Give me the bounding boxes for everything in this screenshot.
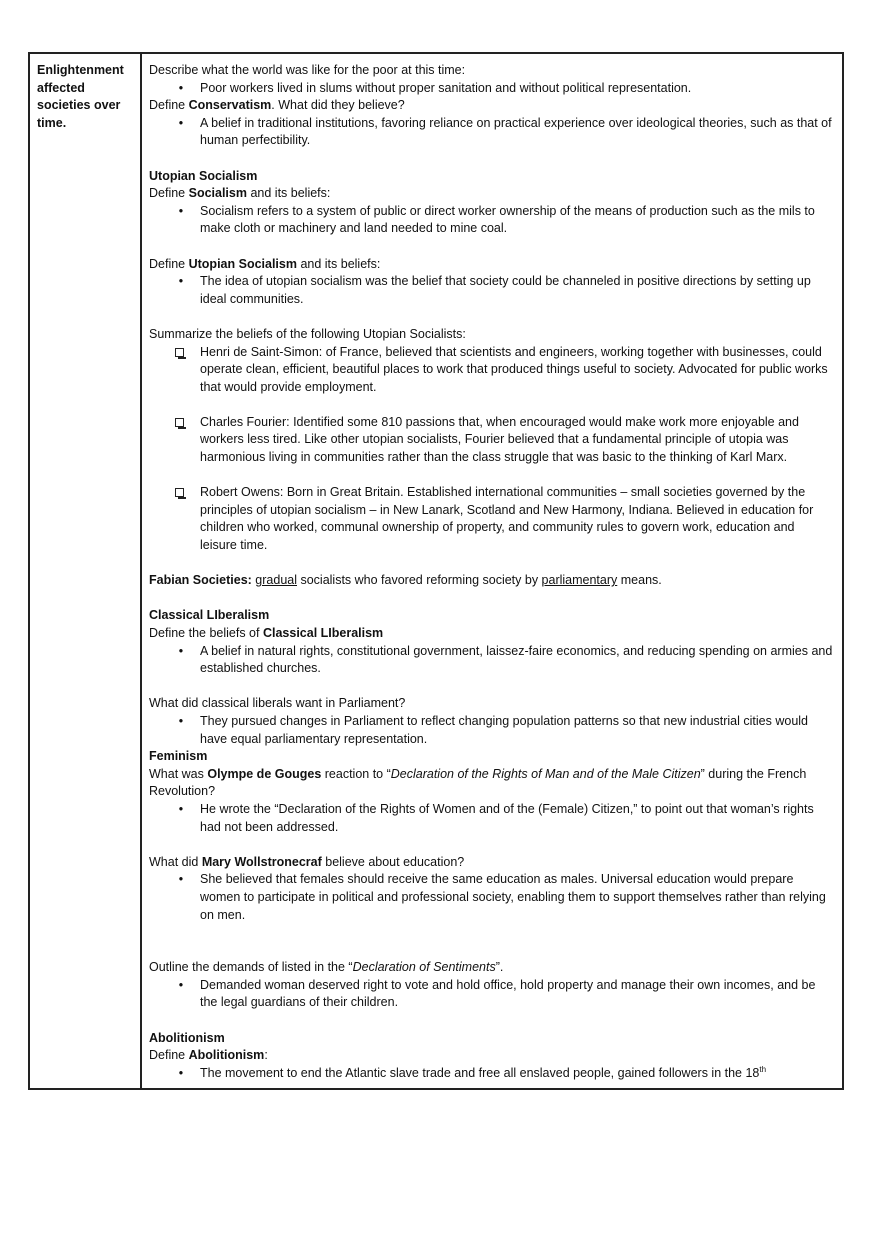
list-item: • Demanded woman deserved right to vote and hold office, hold property and manage their own incomes, and be the legal guardians of their children. [149,977,834,1012]
bullet-icon: • [178,977,184,992]
fabian-line: Fabian Societies: gradual socialists who favored reforming society by parliamentary means. [149,573,662,588]
gouges-question: What was Olympe de Gouges reaction to “Declaration of the Rights of Man and of the Male Citizen” during the French Revolution? [149,766,807,799]
section-heading: Classical LIberalism [149,608,270,623]
section-heading: Feminism [149,749,208,764]
content-cell [142,54,842,1088]
section-heading: Utopian Socialism [149,168,258,183]
bullet-icon: • [178,643,184,658]
checkbox-icon [175,488,184,497]
list-item: • The idea of utopian socialism was the belief that society could be channeled in positive directions by setting up ideal communities. [149,273,834,308]
bullet-icon: • [178,115,184,130]
utopian-question: Define Utopian Socialism and its beliefs: [149,256,381,271]
bullet-icon: • [178,274,184,289]
bullet-icon: • [178,872,184,887]
abolitionism-question: Define Abolitionism: [149,1048,268,1063]
list-item: • A belief in traditional institutions, favoring reliance on practical experience over ideological theories, such as that of human perfectibility. [149,115,834,150]
topic-label: Enlightenment affected societies over time. [37,63,124,130]
checklist-item: Henri de Saint-Simon: of France, believed that scientists and engineers, working together with businesses, could operate clean, efficient, beautiful places to work that produced things useful to society. Advocated for public works that would provide employment. [149,344,834,397]
summarize-question: Summarize the beliefs of the following Utopian Socialists: [149,326,466,341]
classical-question: Define the beliefs of Classical LIberalism [149,626,384,640]
poor-question: Describe what the world was like for the poor at this time: [149,63,466,77]
conservatism-question: Define Conservatism. What did they believe? [149,98,405,113]
topic-cell [30,54,142,1088]
list-item: • They pursued changes in Parliament to reflect changing population patterns so that new industrial cities would have equal parliamentary representation. [149,713,834,748]
checklist-item: Robert Owens: Born in Great Britain. Established international communities – small societies governed by the principles of utopian socialism – in New Lanark, Scotland and New Harmony, Indiana. Believed in education for children who worked, communal ownership of property, and community rules to govern work, education and leisure time. [149,484,834,554]
wollstonecraft-question: What did Mary Wollstronecraf believe about education? [149,854,465,869]
list-item: • He wrote the “Declaration of the Rights of Women and of the (Female) Citizen,” to point out that woman’s rights had not been addressed. [149,801,834,836]
bullet-icon: • [178,801,184,816]
bullet-icon: • [178,1065,184,1080]
checkbox-icon [175,418,184,427]
sentiments-question: Outline the demands of listed in the “Declaration of Sentiments”. [149,960,504,975]
section-heading: Abolitionism [149,1030,225,1045]
checklist-item: Charles Fourier: Identified some 810 passions that, when encouraged would make work more enjoyable and workers less tired. Like other utopian socialists, Fourier believed that a fundamental principle of utopia was harmonious living in communities rather than the class struggle that was basic to the thinking of Karl Marx. [149,414,834,467]
list-item: • A belief in natural rights, constitutional government, laissez-faire economics, and reducing spending on armies and established churches. [149,643,834,678]
bullet-icon: • [178,80,184,95]
checkbox-icon [175,348,184,357]
list-item: • The movement to end the Atlantic slave trade and free all enslaved people, gained followers in the 18th [149,1065,834,1083]
worksheet-table [28,52,844,1090]
bullet-icon: • [178,203,184,218]
list-item: • She believed that females should receive the same education as males. Universal education would prepare women to participate in political and professional society, enabling them to support themselves rather than relying on men. [149,871,834,924]
bullet-icon: • [178,713,184,728]
socialism-question: Define Socialism and its beliefs: [149,186,331,201]
list-item: • Socialism refers to a system of public or direct worker ownership of the means of production such as the mils to make cloth or machinery and land needed to mine coal. [149,203,834,238]
parliament-question: What did classical liberals want in Parliament? [149,696,406,711]
list-item: • Poor workers lived in slums without proper sanitation and without political representation. [149,80,834,98]
